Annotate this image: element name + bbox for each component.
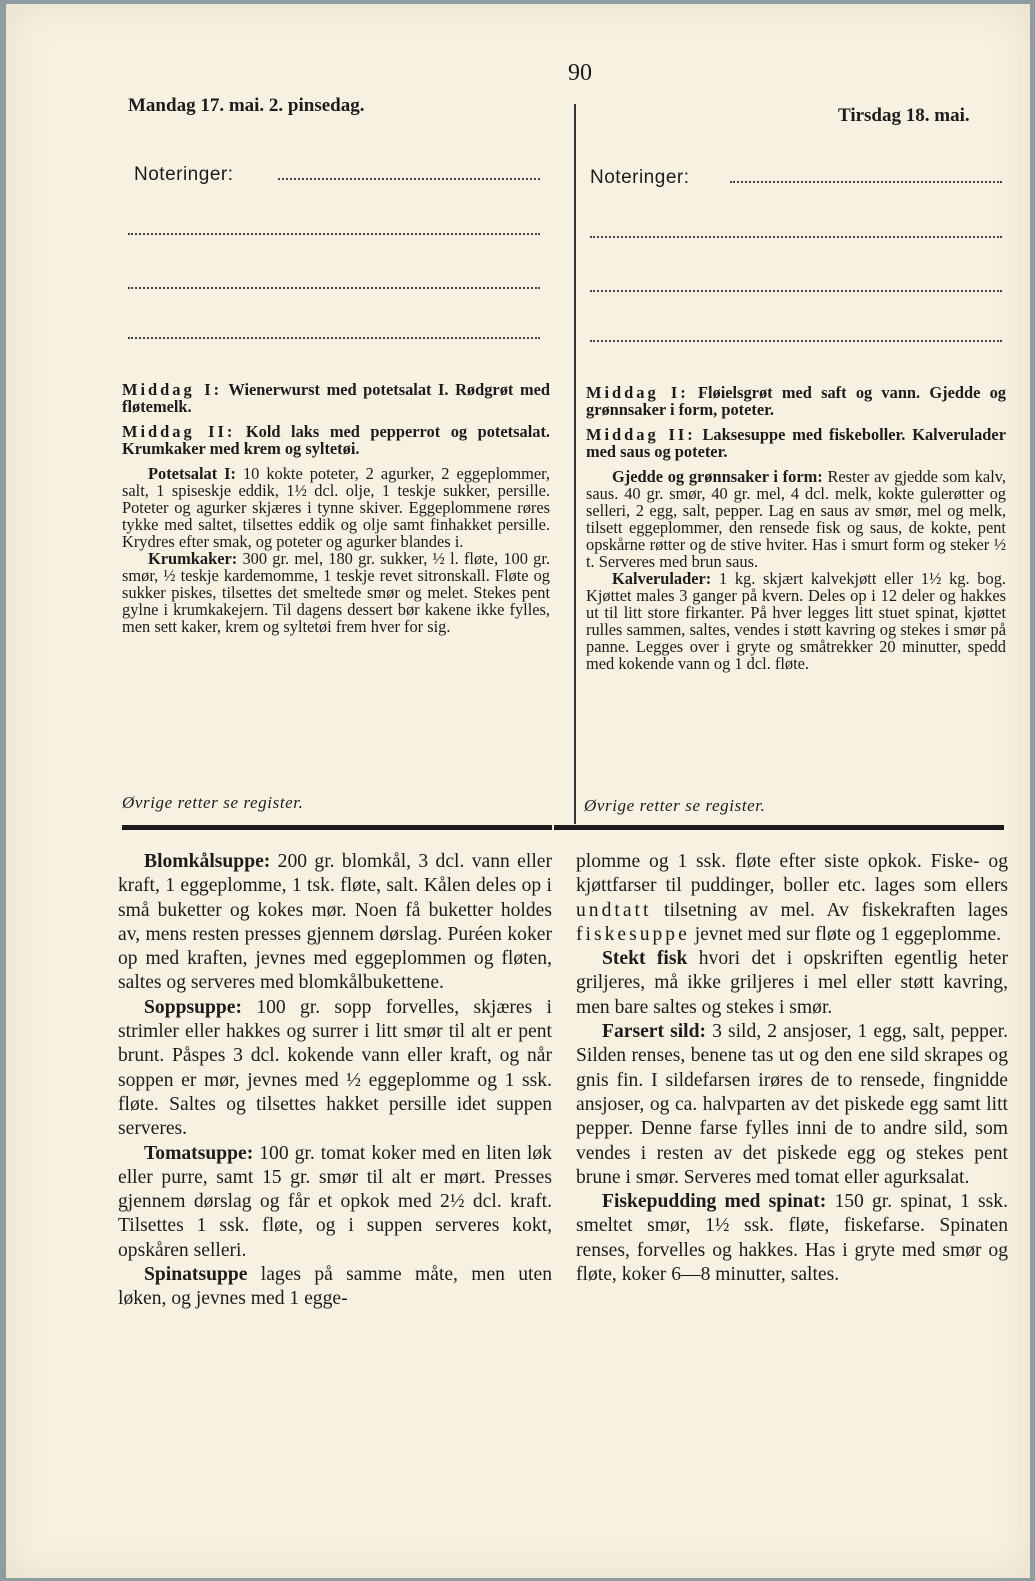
- soup-recipe-1: Blomkålsuppe: 200 gr. blomkål, 3 dcl. vann eller kraft, 1 eggeplomme, 1 tsk. fløte, salt. Kålen deles op i små buketter og kokes mør. Noen få buketter holdes av, mens resten presses gjennem dørslag. Puréen koker op med kraften, jevnes med eggeplommen og fløten, saltes og serveres med blomkålbukettene.: [118, 851, 552, 994]
- left-menu-1: Middag I: Wienerwurst med potetsalat I. Rødgrøt med fløtemelk.: [122, 380, 550, 416]
- right-notes-line: [590, 234, 1002, 238]
- right-notes-line: [730, 179, 1002, 183]
- right-notes-line: [590, 288, 1002, 292]
- soup-recipe-2: Soppsuppe: 100 gr. sopp forvelles, skjæres i strimler eller hakkes og surrer i litt smør til alt er pent brunt. Påspes 3 dcl. kokende vann eller kraft, og når soppen er mør, jevnes med ½ eggeplomme og 1 ssk. fløte. Saltes og tilsettes hakket persille idet suppen serveres.: [118, 996, 552, 1140]
- left-notes-label: Noteringer:: [134, 164, 234, 185]
- right-notes-line: [590, 338, 1002, 342]
- fish-recipe-3: Farsert sild: 3 sild, 2 ansjoser, 1 egg, salt, pepper. Silden renses, benene tas ut og den ene sild skrapes og gnis fin. I sildefarsen irøres de to rensede, fingnidde ansjoser, og ca. halvparten av det piskede egg samt litt pepper. Denne farse fylles inni de to andre sild, som vendes i resten av det piskede egg og stekes pent brune i smør. Serveres med tomat eller agurksalat.: [576, 1021, 1008, 1188]
- left-notes-line: [128, 231, 540, 235]
- right-menu-column: [586, 384, 1006, 672]
- lower-right-column: [576, 850, 1008, 1287]
- right-section-rule: [554, 825, 1004, 830]
- left-recipe-2: Krumkaker: 300 gr. mel, 180 gr. sukker, ½ l. fløte, 100 gr. smør, ½ teskje kardemomme, 1 teskje revet sitronskall. Fløte og sukker piskes, tilsettes det smeltede smør og melet. Stekes pent gylne i krumkakejern. Til dagens dessert bør kakene ikke fylles, men sett kaker, krem og syltetøi frem hver for sig.: [122, 549, 550, 636]
- column-divider: [574, 104, 576, 824]
- page-number: 90: [568, 60, 592, 86]
- fish-recipe-4: Fiskepudding med spinat: 150 gr. spinat, 1 ssk. smeltet smør, 1½ ssk. fløte, fiskefarse. Spinaten renses, forvelles og hakkes. Has i gryte med smør og fløte, koker 6—8 minutter, saltes.: [576, 1191, 1008, 1286]
- lower-left-column: [118, 850, 552, 1312]
- left-recipe-1: Potetsalat I: 10 kokte poteter, 2 agurker, 2 eggeplommer, salt, 1 spiseskje eddik, 1½ dcl. olje, 1 teskje sukker, persille. Poteter og agurker skjæres i tynne skiver. Eggeplommene røres tykke med saltet, tilsettes eddik og olje samt finhakket persille. Krydres efter smak, og poteter og agurker blandes i.: [122, 464, 551, 551]
- fish-recipe-2: Stekt fisk hvori det i opskriften egentlig heter griljeres, må ikke griljeres i mel eller støtt kavring, men bare saltes og stekes i smør.: [576, 948, 1008, 1018]
- left-notes-line: [128, 285, 540, 289]
- fish-recipe-1: plomme og 1 ssk. fløte efter siste opkok. Fiske- og kjøttfarser til puddinger, boller etc. lages som ellers undtatt tilsetning av mel. Av fiskekraften lages fiskesuppe jevnet med sur fløte og 1 eggeplomme.: [576, 851, 1008, 945]
- soup-recipe-3: Tomatsuppe: 100 gr. tomat koker med en liten løk eller purre, samt 15 gr. smør til alt er mørt. Presses gjennem dørslag og får et opkok med 2½ dcl. kraft. Tilsettes 1 ssk. fløte, og i suppen serveres kokt, opskåren selleri.: [118, 1142, 552, 1261]
- left-footer: Øvrige retter se register.: [122, 793, 304, 812]
- left-notes-line: [278, 176, 540, 180]
- left-notes-line: [128, 335, 540, 339]
- right-menu-1: Middag I: Fløielsgrøt med saft og vann. Gjedde og grønnsaker i form, poteter.: [586, 383, 1006, 419]
- book-page: [6, 4, 1030, 1578]
- right-footer: Øvrige retter se register.: [584, 796, 766, 815]
- left-menu-column: [122, 381, 550, 635]
- right-notes-label: Noteringer:: [590, 167, 690, 188]
- right-recipe-2: Kalverulader: 1 kg. skjært kalvekjøtt eller 1½ kg. bog. Kjøttet males 3 ganger på kvern. Deles op i 12 deler og hakkes ut til litt store firkanter. På hver legges litt stuet spinat, kjøttet rulles sammen, saltes, vendes i støtt kavring og stekes i smør på panne. Legges over i gryte og småtrekker 20 minutter, spedd med kokende vann og 1 dcl. fløte.: [586, 569, 1006, 673]
- soup-recipe-4: Spinatsuppe lages på samme måte, men uten løken, og jevnes med 1 egge-: [118, 1264, 552, 1310]
- right-day-header: Tirsdag 18. mai.: [838, 105, 970, 126]
- right-recipe-1: Gjedde og grønnsaker i form: Rester av gjedde som kalv, saus. 40 gr. smør, 40 gr. mel, 4 dcl. melk, kokte gulerøtter og selleri, 2 egg, salt, pepper. Lag en saus av smør, mel og melk, tilsett eggeplommer, den rensede fisk og saus, de kokte, pent opskårne røtter og de stive hviter. Has i smurt form og steker ½ t. Serveres med brun saus.: [586, 467, 1006, 571]
- right-menu-2: Middag II: Laksesuppe med fiskeboller. Kalverulader med saus og poteter.: [586, 425, 1006, 461]
- left-section-rule: [122, 825, 552, 830]
- left-day-header: Mandag 17. mai. 2. pinsedag.: [128, 95, 365, 116]
- left-menu-2: Middag II: Kold laks med pepperrot og potetsalat. Krumkaker med krem og syltetøi.: [122, 422, 550, 458]
